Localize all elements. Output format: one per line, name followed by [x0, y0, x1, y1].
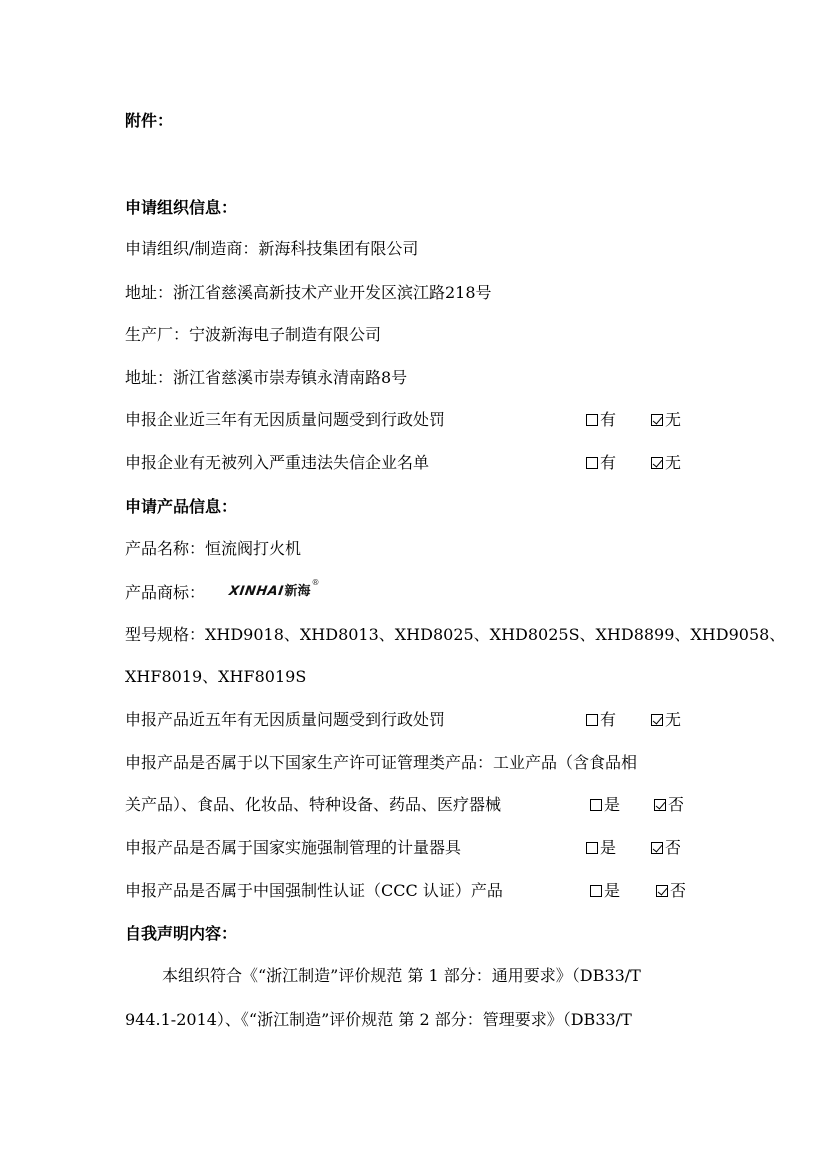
registered-mark-icon: ®: [311, 578, 320, 587]
option-label: 无: [665, 453, 682, 472]
option-q1-b[interactable]: [651, 410, 681, 430]
checked-checkbox-icon[interactable]: [651, 842, 663, 854]
attachment-label: 附件：: [125, 111, 174, 130]
xinhai-logo: [229, 577, 320, 599]
logo-chinese: 新海: [284, 584, 311, 599]
option-label: 是: [600, 838, 617, 857]
product-name-line: 产品名称：恒流阀打火机: [125, 539, 302, 558]
question-ccc: 申报产品是否属于中国强制性认证（CCC 认证）产品: [125, 881, 503, 900]
checked-checkbox-icon[interactable]: [651, 714, 663, 726]
checked-checkbox-icon[interactable]: [651, 457, 663, 469]
option-q1-a[interactable]: [586, 410, 616, 430]
option-label: 否: [670, 881, 687, 900]
option-q5-b[interactable]: [651, 838, 681, 858]
checkbox-icon[interactable]: [586, 457, 598, 469]
question-license-line-2: 关产品）、食品、化妆品、特种设备、药品、医疗器械: [125, 795, 502, 814]
option-label: 是: [604, 881, 621, 900]
option-label: 是: [604, 795, 621, 814]
product-section-heading: 申请产品信息：: [125, 497, 238, 516]
checked-checkbox-icon[interactable]: [654, 799, 666, 811]
option-label: 有: [600, 410, 617, 429]
trademark-label: 产品商标：: [125, 583, 206, 602]
factory-address-line: 地址：浙江省慈溪市崇寿镇永清南路8号: [125, 368, 408, 387]
checkbox-icon[interactable]: [586, 842, 598, 854]
option-q6-b[interactable]: [656, 881, 686, 901]
checked-checkbox-icon[interactable]: [656, 885, 668, 897]
question-product-penalty-5yr: 申报产品近五年有无因质量问题受到行政处罚: [125, 710, 446, 729]
option-q2-a[interactable]: [586, 453, 616, 473]
checkbox-icon[interactable]: [590, 885, 602, 897]
option-label: 否: [668, 795, 685, 814]
option-label: 无: [665, 710, 682, 729]
applicant-address-line: 地址：浙江省慈溪高新技术产业开发区滨江路218号: [125, 283, 492, 302]
question-license-line-1: 申报产品是否属于以下国家生产许可证管理类产品：工业产品（含食品相: [125, 753, 638, 772]
option-q3-a[interactable]: [586, 710, 616, 730]
checked-checkbox-icon[interactable]: [651, 414, 663, 426]
models-line-1: 型号规格：XHD9018、XHD8013、XHD8025、XHD8025S、XHD8899、XHD9058、: [125, 625, 786, 644]
logo-latin: XINHAI: [227, 584, 285, 599]
declaration-section-heading: 自我声明内容：: [125, 924, 238, 943]
factory-line: 生产厂：宁波新海电子制造有限公司: [125, 325, 382, 344]
checkbox-icon[interactable]: [586, 714, 598, 726]
applicant-line: 申请组织/制造商：新海科技集团有限公司: [125, 239, 419, 258]
declaration-paragraph-line-2: 944.1-2014）、《“浙江制造”评价规范 第 2 部分：管理要求》（DB33/T: [125, 1010, 632, 1029]
option-label: 否: [665, 838, 682, 857]
option-q3-b[interactable]: [651, 710, 681, 730]
option-q6-a[interactable]: [590, 881, 620, 901]
option-q4-a[interactable]: [590, 795, 620, 815]
checkbox-icon[interactable]: [590, 799, 602, 811]
option-q5-a[interactable]: [586, 838, 616, 858]
question-penalty-3yr: 申报企业近三年有无因质量问题受到行政处罚: [125, 410, 446, 429]
option-label: 有: [600, 453, 617, 472]
option-label: 无: [665, 410, 682, 429]
option-label: 有: [600, 710, 617, 729]
question-metrology: 申报产品是否属于国家实施强制管理的计量器具: [125, 838, 462, 857]
org-section-heading: 申请组织信息：: [125, 198, 238, 217]
option-q4-b[interactable]: [654, 795, 684, 815]
models-line-2: XHF8019、XHF8019S: [125, 667, 307, 686]
declaration-paragraph-line-1: 本组织符合《“浙江制造”评价规范 第 1 部分：通用要求》（DB33/T: [162, 966, 641, 985]
question-blacklist: 申报企业有无被列入严重违法失信企业名单: [125, 453, 430, 472]
checkbox-icon[interactable]: [586, 414, 598, 426]
option-q2-b[interactable]: [651, 453, 681, 473]
